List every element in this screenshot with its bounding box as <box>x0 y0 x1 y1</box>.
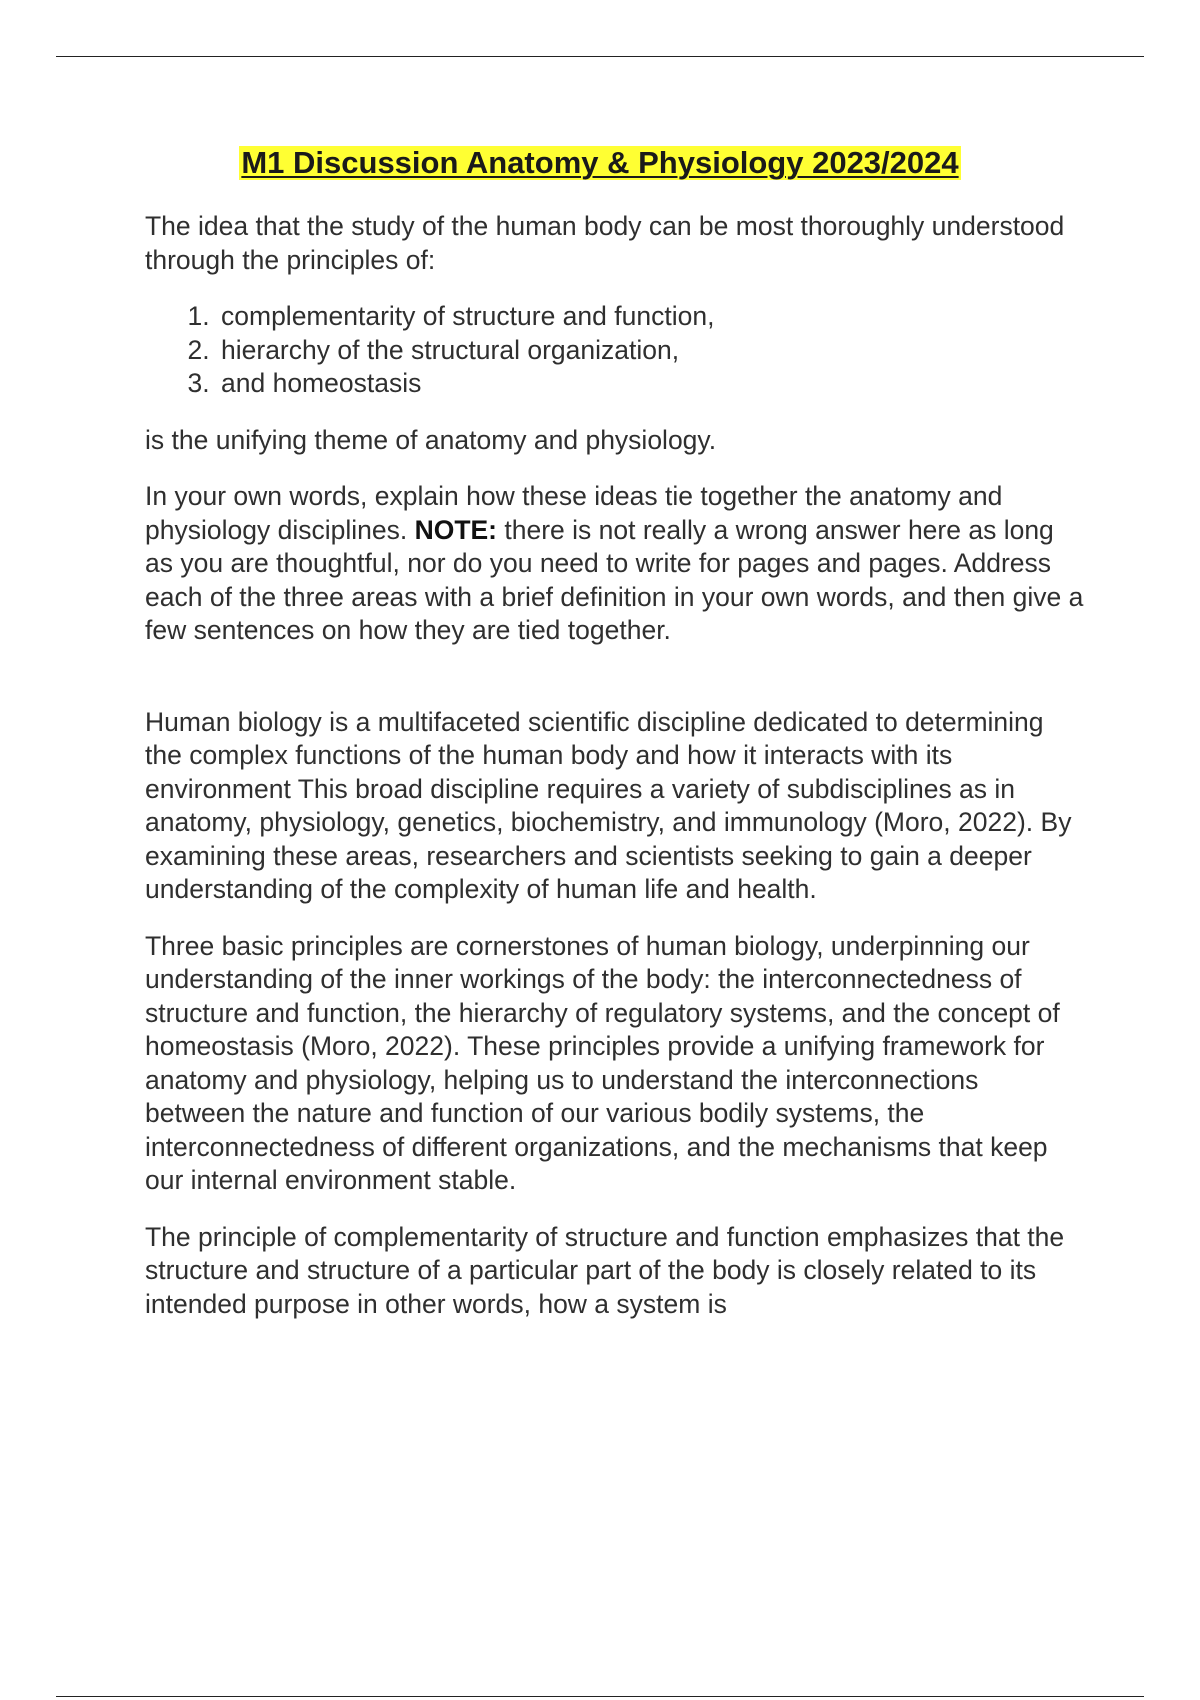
list-item: 1. complementarity of structure and function, <box>217 300 1085 334</box>
principles-list <box>145 300 1085 401</box>
answer-paragraph: Three basic principles are cornerstones of human biology, underpinning our understanding of the inner workings of the body: the interconnectedness of structure and function, the hierarchy of regulatory systems, and the concept of homeostasis (Moro, 2022). These principles provide a unifying framework for anatomy and physiology, helping us to understand the interconnections between the nature and function of our various bodily systems, the interconnectedness of different organizations, and the mechanisms that keep our internal environment stable. <box>145 930 1060 1195</box>
top-divider <box>56 56 1144 57</box>
answer-paragraph: The principle of complementarity of structure and function emphasizes that the structure and structure of a particular part of the body is closely related to its intended purpose in other words, how a system is <box>145 1221 1065 1319</box>
note-label: NOTE: <box>414 514 497 545</box>
document-body <box>145 210 1085 1344</box>
bottom-divider <box>56 1696 1144 1697</box>
intro-paragraph: The idea that the study of the human body can be most thoroughly understood through the principles of: <box>145 211 1065 275</box>
unifying-statement: is the unifying theme of anatomy and physiology. <box>145 424 717 455</box>
page-title: M1 Discussion Anatomy & Physiology 2023/2024 <box>241 145 959 180</box>
title-container <box>0 146 1200 180</box>
prompt-text-before: In your own words, explain how these ideas tie together the anatomy and physiology disciplines. <box>145 481 1003 545</box>
list-item: 2. hierarchy of the structural organization, <box>217 334 1085 368</box>
prompt-text-after: there is not really a wrong answer here as long as you are thoughtful, nor do you need to write for pages and pages. Address each of the three areas with a brief definition in your own words, and then give a few sentences on how they are tied together. <box>145 514 1084 645</box>
prompt-paragraph <box>145 480 1085 648</box>
list-item: 3. and homeostasis <box>217 367 1085 401</box>
answer-paragraph: Human biology is a multifaceted scientific discipline dedicated to determining the complex functions of the human body and how it interacts with its environment This broad discipline requires a variety of subdisciplines as in anatomy, physiology, genetics, biochemistry, and immunology (Moro, 2022). By examining these areas, researchers and scientists seeking to gain a deeper understanding of the complexity of human life and health. <box>145 706 1072 904</box>
